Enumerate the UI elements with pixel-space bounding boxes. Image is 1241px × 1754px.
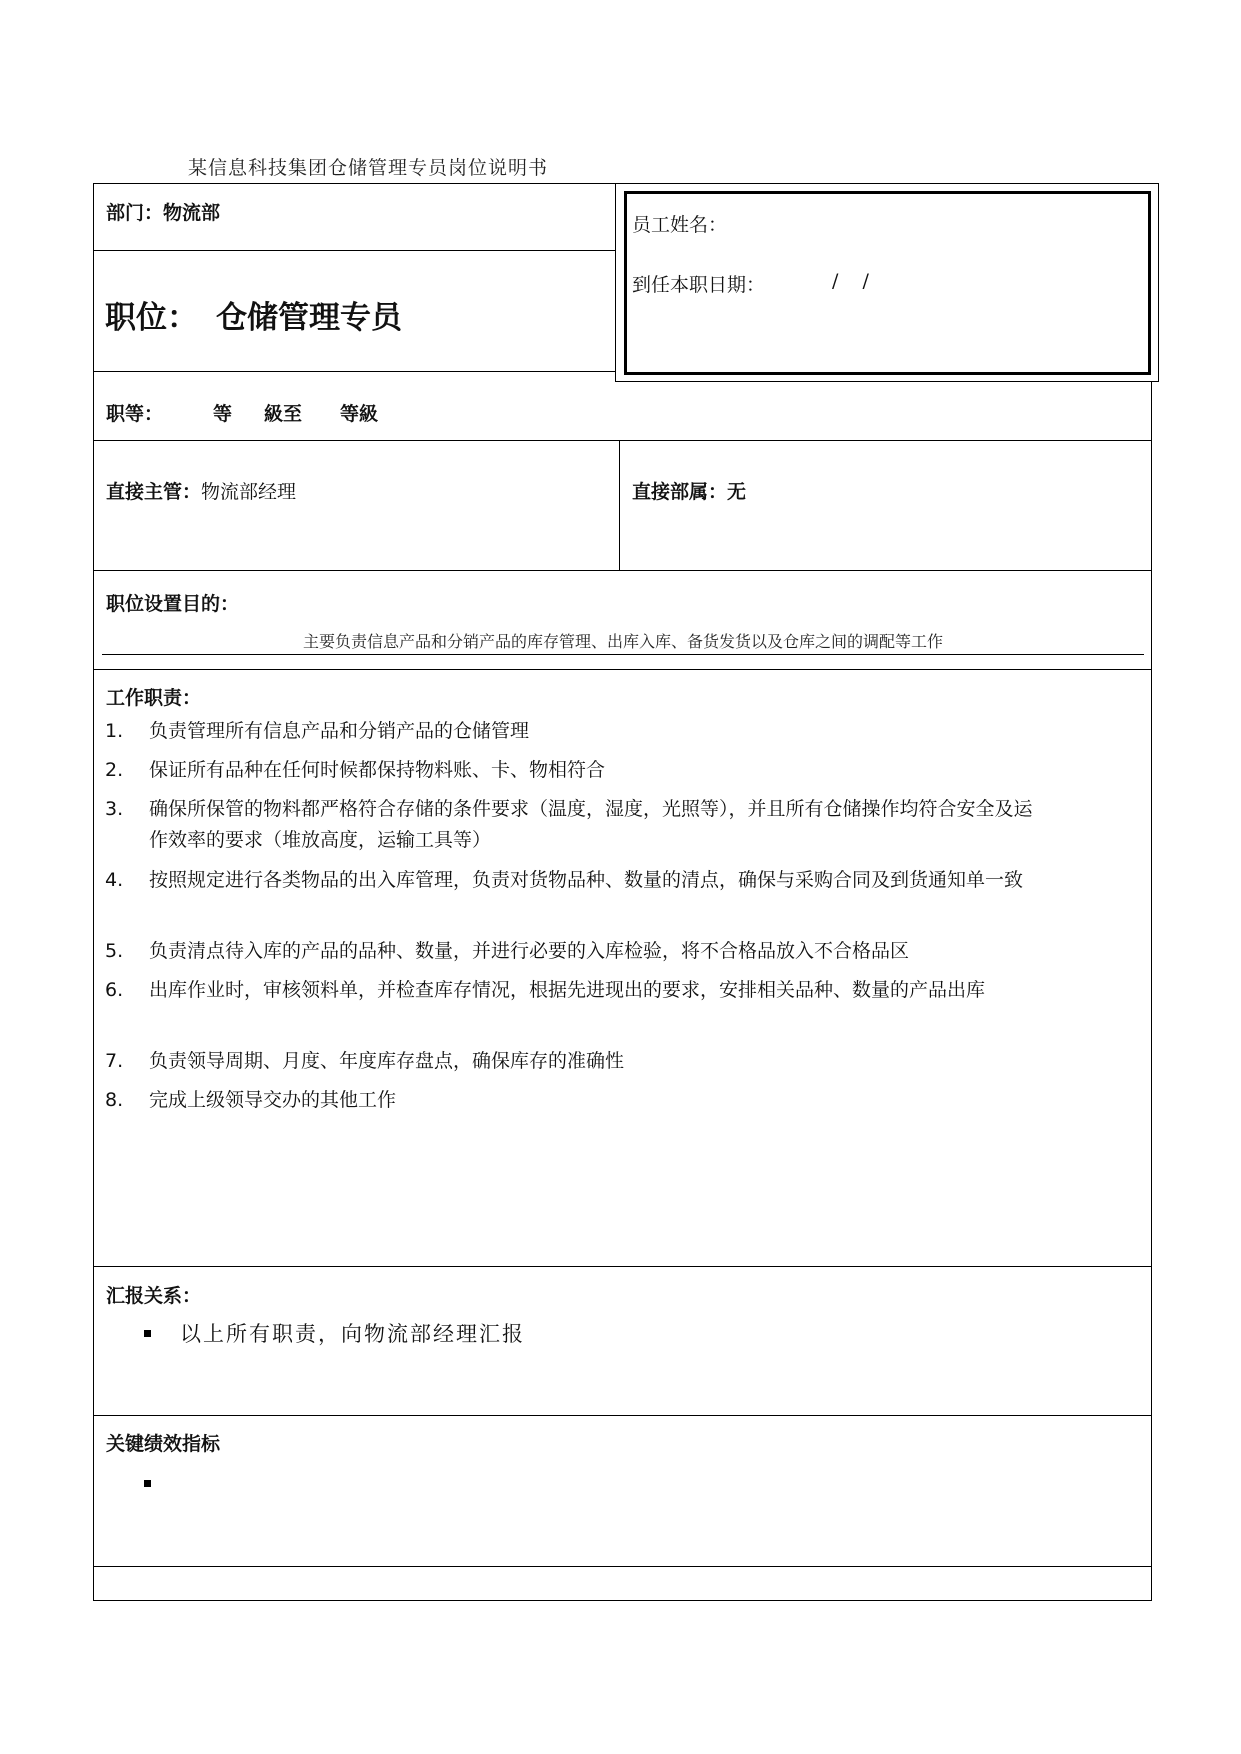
- grade-to: 級至: [264, 403, 303, 425]
- duty-item: [105, 794, 1105, 856]
- start-date-value: / /: [832, 270, 869, 292]
- duty-text: 完成上级领导交办的其他工作: [149, 1089, 397, 1111]
- document-title: 某信息科技集团仓储管理专员岗位说明书: [188, 157, 549, 179]
- subordinate-label: 直接部属：: [632, 481, 728, 503]
- supervisor-value: 物流部经理: [201, 481, 297, 503]
- square-bullet-icon: [144, 1330, 151, 1337]
- duty-text: 确保所保管的物料都严格符合存储的条件要求（温度，湿度，光照等），并且所有仓储操作均符合安全及运作效率的要求（堆放高度，运输工具等）: [149, 798, 1033, 851]
- purpose-label: 职位设置目的：: [106, 593, 240, 615]
- duty-text: 出库作业时，审核领料单，并检查库存情况，根据先进现出的要求，安排相关品种、数量的产品出库: [149, 979, 986, 1001]
- grade-label: 职等：: [106, 403, 164, 425]
- duty-item: [105, 975, 1105, 1006]
- duty-item: [105, 755, 1065, 786]
- duty-number: 4.: [105, 869, 124, 891]
- kpi-label: 关键绩效指标: [106, 1433, 221, 1455]
- row-divider: [93, 250, 615, 251]
- grade-unit: 等級: [340, 403, 379, 425]
- row-divider: [93, 1415, 1152, 1416]
- duty-number: 2.: [105, 759, 124, 781]
- row-divider: [93, 570, 1152, 571]
- purpose-underline: [102, 654, 1144, 655]
- supervisor-label: 直接主管：: [106, 481, 202, 503]
- grade-from: 等: [213, 403, 233, 425]
- duty-number: 1.: [105, 720, 124, 742]
- department-value: 物流部: [163, 202, 221, 224]
- duty-item: [105, 936, 1065, 967]
- duty-text: 负责清点待入库的产品的品种、数量，并进行必要的入库检验，将不合格品放入不合格品区: [149, 940, 910, 962]
- duty-number: 7.: [105, 1050, 124, 1072]
- position-value: 仓储管理专员: [216, 300, 402, 336]
- department-label: 部门：: [106, 202, 164, 224]
- duty-item: [105, 716, 1065, 747]
- row-divider: [93, 371, 615, 372]
- duty-text: 按照规定进行各类物品的出入库管理，负责对货物品种、数量的清点，确保与采购合同及到货通知单一致: [149, 869, 1024, 891]
- row-divider: [93, 1566, 1152, 1567]
- duty-number: 6.: [105, 979, 124, 1001]
- duty-number: 3.: [105, 798, 124, 820]
- employee-name-label: 员工姓名：: [632, 214, 728, 236]
- subordinate-value: 无: [727, 481, 747, 503]
- row-divider: [93, 669, 1152, 670]
- duty-number: 8.: [105, 1089, 124, 1111]
- start-date-label: 到任本职日期：: [632, 274, 766, 296]
- duty-item: [105, 1085, 1065, 1116]
- duty-text: 保证所有品种在任何时候都保持物料账、卡、物相符合: [149, 759, 606, 781]
- duties-label: 工作职责：: [106, 687, 202, 709]
- duty-item: [105, 1046, 1065, 1077]
- duty-text: 负责管理所有信息产品和分销产品的仓储管理: [149, 720, 530, 742]
- square-bullet-icon: [144, 1480, 151, 1487]
- row-divider: [93, 440, 1152, 441]
- column-divider: [619, 440, 620, 570]
- duty-text: 负责领导周期、月度、年度库存盘点，确保库存的准确性: [149, 1050, 625, 1072]
- duty-number: 5.: [105, 940, 124, 962]
- row-divider: [93, 1266, 1152, 1267]
- reporting-item: 以上所有职责，向物流部经理汇报: [180, 1322, 525, 1346]
- position-label: 职位：: [105, 300, 198, 336]
- purpose-text: 主要负责信息产品和分销产品的库存管理、出库入库、备货发货以及仓库之间的调配等工作: [302, 632, 943, 651]
- reporting-label: 汇报关系：: [106, 1285, 202, 1307]
- duty-item: [105, 865, 1105, 896]
